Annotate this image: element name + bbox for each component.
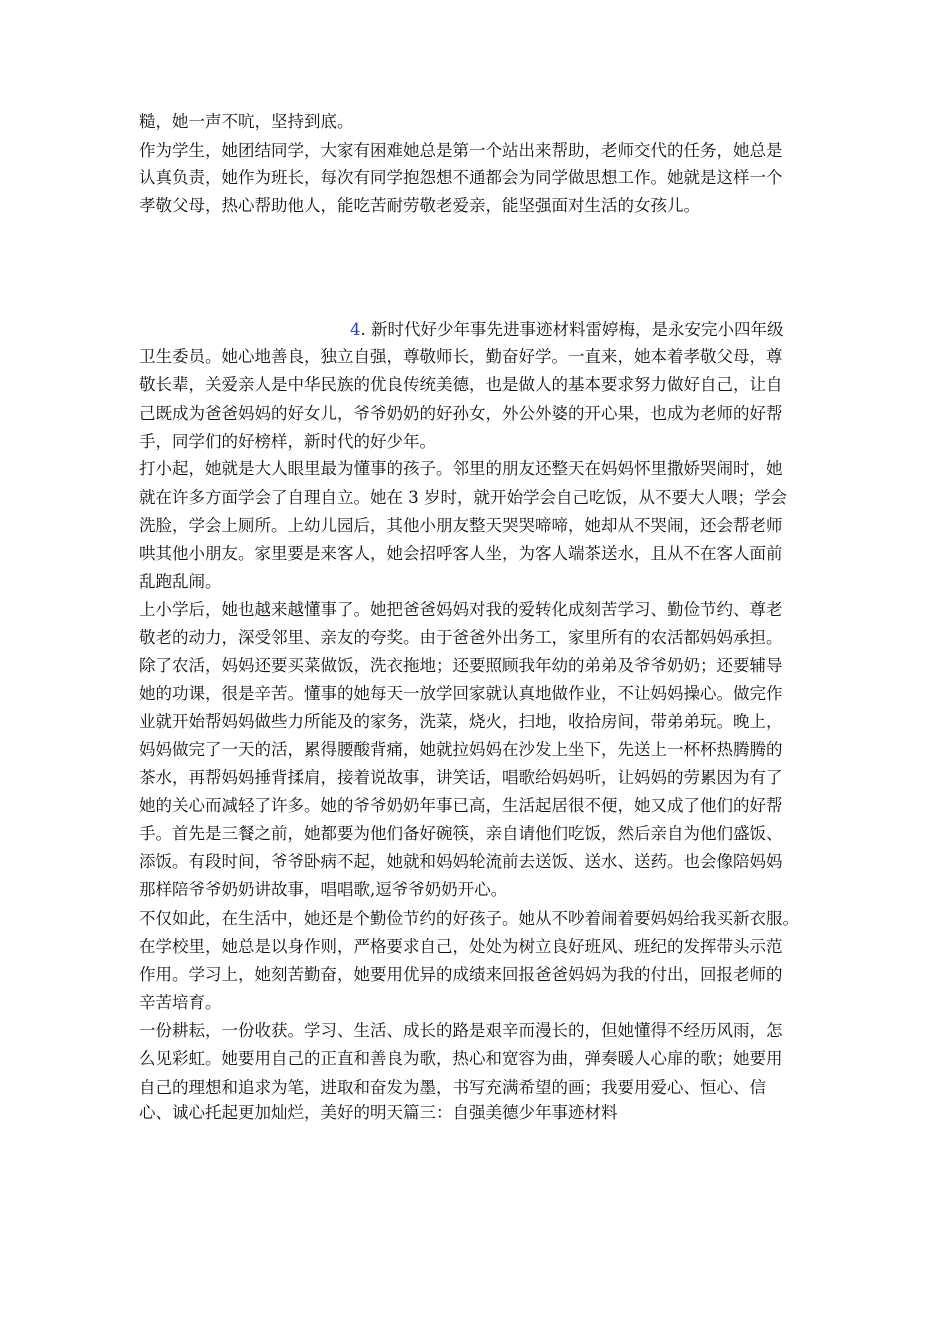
paragraph-line: 作用。学习上，她刻苦勤奋，她要用优异的成绩来回报爸爸妈妈为我的付出，回报老师的 [139,965,783,984]
paragraph-line: 心、诚心托起更加灿烂，美好的明天篇三：自强美德少年事迹材料 [139,1103,618,1122]
paragraph-line: 哄其他小朋友。家里要是来客人，她会招呼客人坐，为客人端茶送水，且从不在客人面前 [139,544,783,563]
paragraph-line: 乱跑乱闹。 [139,572,222,591]
paragraph-line: 她的关心而减轻了许多。她的爷爷奶奶年事已高，生活起居很不便，她又成了他们的好帮 [139,796,783,815]
item-heading-text: . 新时代好少年事先进事迹材料雷婷梅，是永安完小四年级 [360,320,784,339]
paragraph-line: 茶水，再帮妈妈捶背揉肩，接着说故事，讲笑话，唱歌给妈妈听，让妈妈的劳累因为有了 [139,768,783,787]
paragraph-line: 卫生委员。她心地善良，独立自强，尊敬师长，勤奋好学。一直来，她本着孝敬父母，尊 [139,347,783,366]
paragraph-line: 上小学后，她也越来越懂事了。她把爸爸妈妈对我的爱转化成刻苦学习、勤俭节约、尊老 [139,600,783,619]
item-number: 4 [350,320,361,339]
paragraph-line: 业就开始帮妈妈做些力所能及的家务，洗菜，烧火，扫地，收拾房间，带弟弟玩。晚上， [139,712,783,731]
paragraph-line: 她的功课，很是辛苦。懂事的她每天一放学回家就认真地做作业，不让妈妈操心。做完作 [139,684,783,703]
paragraph-line: 洗脸，学会上厕所。上幼儿园后，其他小朋友整天哭哭啼啼，她却从不哭闹，还会帮老师 [139,516,783,535]
paragraph-line: 自己的理想和追求为笔，进取和奋发为墨，书写充满希望的画；我要用爱心、恒心、信 [139,1078,766,1097]
paragraph-line: 手。首先是三餐之前，她都要为他们备好碗筷，亲自请他们吃饭，然后亲自为他们盛饭、 [139,824,783,843]
paragraph-line: 不仅如此，在生活中，她还是个勤俭节约的好孩子。她从不吵着闹着要妈妈给我买新衣服。 [139,909,799,928]
paragraph-line: 己既成为爸爸妈妈的好女儿，爷爷奶奶的好孙女，外公外婆的开心果，也成为老师的好帮 [139,404,783,423]
paragraph-line: 认真负责，她作为班长，每次有同学抱怨想不通都会为同学做思想工作。她就是这样一个 [139,168,783,187]
paragraph-line: 妈妈做完了一天的活，累得腰酸背痛，她就拉妈妈在沙发上坐下，先送上一杯杯热腾腾的 [139,740,783,759]
paragraph-line: 添饭。有段时间，爷爷卧病不起，她就和妈妈轮流前去送饭、送水、送药。也会像陪妈妈 [139,852,783,871]
paragraph-line: 辛苦培育。 [139,993,222,1012]
paragraph-line: 在学校里，她总是以身作则，严格要求自己，处处为树立良好班风、班纪的发挥带头示范 [139,937,783,956]
paragraph-line: 作为学生，她团结同学，大家有困难她总是第一个站出来帮助，老师交代的任务，她总是 [139,141,783,160]
item-heading-line [350,320,784,340]
paragraph-line: 孝敬父母，热心帮助他人，能吃苦耐劳敬老爱亲，能坚强面对生活的女孩儿。 [139,196,700,215]
paragraph-line: 一份耕耘，一份收获。学习、生活、成长的路是艰辛而漫长的，但她懂得不经历风雨，怎 [139,1021,783,1040]
paragraph-line: 除了农活，妈妈还要买菜做饭，洗衣拖地；还要照顾我年幼的弟弟及爷爷奶奶；还要辅导 [139,656,783,675]
paragraph-line: 那样陪爷爷奶奶讲故事，唱唱歌,逗爷爷奶奶开心。 [139,880,508,899]
paragraph-line: 就在许多方面学会了自理自立。她在 3 岁时，就开始学会自己吃饭，从不要大人喂；学会 [139,488,787,507]
paragraph-line: 敬长辈，关爱亲人是中华民族的优良传统美德，也是做人的基本要求努力做好自己，让自 [139,375,783,394]
paragraph-line: 糙，她一声不吭，坚持到底。 [139,112,354,131]
paragraph-line: 打小起，她就是大人眼里最为懂事的孩子。邻里的朋友还整天在妈妈怀里撒娇哭闹时，她 [139,459,783,478]
paragraph-line: 敬老的动力，深受邻里、亲友的夸奖。由于爸爸外出务工，家里所有的农活都妈妈承担。 [139,628,783,647]
paragraph-line: 手，同学们的好榜样，新时代的好少年。 [139,432,436,451]
paragraph-line: 么见彩虹。她要用自己的正直和善良为歌，热心和宽容为曲，弹奏暖人心扉的歌；她要用 [139,1049,783,1068]
